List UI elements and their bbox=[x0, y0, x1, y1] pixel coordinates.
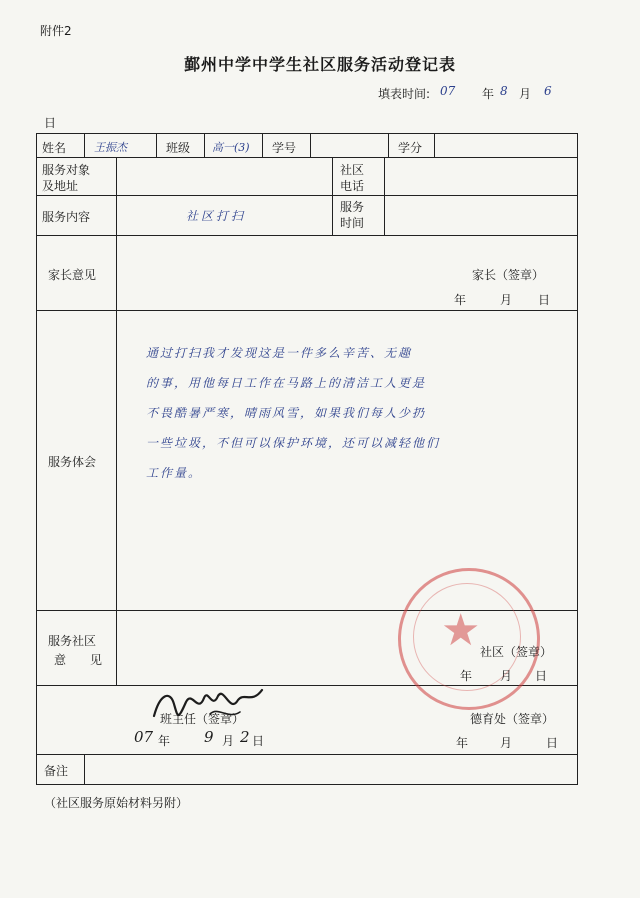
parent-opinion-label: 家长意见 bbox=[48, 268, 97, 282]
moral-office-date-year: 年 bbox=[456, 736, 469, 750]
fill-time-year-unit: 年 bbox=[482, 87, 495, 101]
service-time-label-line2: 时间 bbox=[340, 216, 365, 230]
service-time-label-line1: 服务 bbox=[340, 200, 365, 214]
class-value[interactable]: 高一(3) bbox=[212, 141, 250, 154]
teacher-sign-label: 班主任（签章） bbox=[160, 712, 245, 726]
fill-time-label: 填表时间: bbox=[378, 87, 431, 101]
community-opinion-label bbox=[48, 632, 102, 670]
parent-date-day: 日 bbox=[538, 293, 551, 307]
experience-line: 一些垃圾，不但可以保护环境，还可以减轻他们 bbox=[146, 436, 441, 450]
fill-time-month-unit: 月 bbox=[519, 87, 532, 101]
remarks-field[interactable] bbox=[85, 755, 576, 783]
community-phone-label-line1: 社区 bbox=[340, 163, 365, 177]
parent-date-month: 月 bbox=[500, 293, 513, 307]
teacher-date-month-value: 9 bbox=[204, 728, 214, 746]
community-phone-label-line2: 电话 bbox=[340, 179, 365, 193]
experience-label: 服务体会 bbox=[48, 455, 97, 469]
experience-line: 工作量。 bbox=[146, 466, 203, 480]
community-phone-label bbox=[340, 162, 364, 194]
community-opinion-label-line1: 服务社区 bbox=[48, 634, 97, 648]
community-opinion-label-line2: 意 见 bbox=[54, 653, 103, 667]
community-date-year: 年 bbox=[460, 669, 473, 683]
teacher-date-day-value: 2 bbox=[240, 728, 250, 746]
teacher-date-year: 年 bbox=[158, 734, 171, 748]
service-target-label bbox=[42, 162, 90, 194]
remarks-label: 备注 bbox=[44, 764, 69, 778]
community-phone-field[interactable] bbox=[385, 158, 576, 194]
experience-line: 不畏酷暑严寒，晴雨风雪，如果我们每人少扔 bbox=[146, 406, 427, 420]
student-no-label: 学号 bbox=[272, 141, 297, 155]
community-red-seal bbox=[398, 568, 540, 710]
community-date-month: 月 bbox=[500, 669, 513, 683]
student-no-field[interactable] bbox=[311, 134, 387, 156]
credit-label: 学分 bbox=[398, 141, 423, 155]
experience-line: 的事，用他每日工作在马路上的清洁工人更是 bbox=[146, 376, 427, 390]
name-value[interactable]: 王振杰 bbox=[94, 141, 127, 154]
experience-line: 通过打扫我才发现这是一件多么辛苦、无趣 bbox=[146, 346, 413, 360]
moral-office-date-day: 日 bbox=[546, 736, 559, 750]
service-target-label-line2: 及地址 bbox=[42, 179, 79, 193]
credit-field[interactable] bbox=[435, 134, 576, 156]
name-label: 姓名 bbox=[42, 141, 67, 155]
parent-sign-label: 家长（签章） bbox=[472, 268, 545, 282]
attachment-label: 附件2 bbox=[40, 24, 72, 38]
service-target-field[interactable] bbox=[117, 158, 331, 194]
form-title: 鄞州中学中学生社区服务活动登记表 bbox=[183, 55, 456, 74]
fill-time-day-unit: 日 bbox=[44, 116, 57, 130]
seal-star-icon: ★ bbox=[441, 605, 481, 656]
service-content-value[interactable]: 社区打扫 bbox=[186, 209, 247, 223]
moral-office-date-month: 月 bbox=[500, 736, 513, 750]
service-time-field[interactable] bbox=[385, 196, 576, 234]
teacher-date-month: 月 bbox=[222, 734, 235, 748]
fill-time-month-value: 8 bbox=[500, 84, 508, 98]
moral-office-sign-label: 德育处（签章） bbox=[470, 712, 555, 726]
parent-date-year: 年 bbox=[454, 293, 467, 307]
community-date-day: 日 bbox=[535, 669, 548, 683]
teacher-date-year-value: 07 bbox=[134, 728, 154, 746]
community-sign-label: 社区（签章） bbox=[480, 645, 553, 659]
class-label: 班级 bbox=[166, 141, 191, 155]
footnote: （社区服务原始材料另附） bbox=[44, 796, 189, 810]
teacher-date-day: 日 bbox=[252, 734, 265, 748]
experience-text[interactable] bbox=[146, 338, 440, 488]
service-content-label: 服务内容 bbox=[42, 210, 91, 224]
fill-time-year-value: 07 bbox=[440, 84, 456, 98]
service-time-label bbox=[340, 199, 364, 231]
fill-time-day-value: 6 bbox=[544, 84, 552, 98]
service-target-label-line1: 服务对象 bbox=[42, 163, 91, 177]
